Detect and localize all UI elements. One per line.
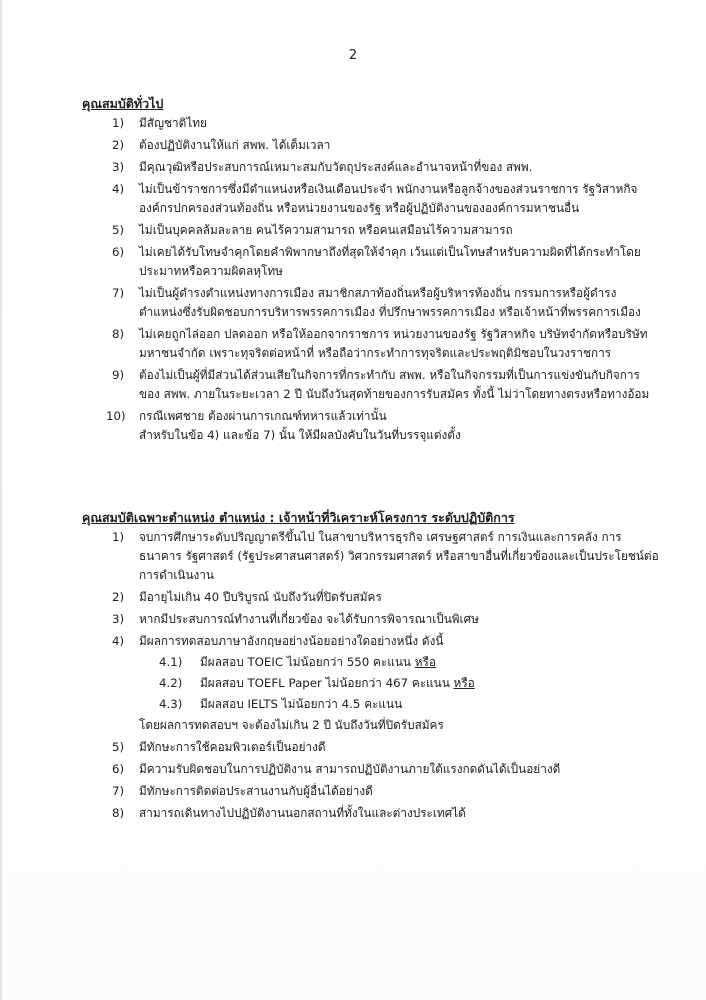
item-text: ไม่เป็นข้าราชการซึ่งมีตำแหน่งหรือเงินเดือนประจำ พนักงานหรือลูกจ้างของส่วนราชการ รัฐวิสาหกิจ องค์กรปกครองส่วนท้องถิ่น หรือหน่วยงานของรัฐ หรือผู้ปฏิบัติงานขององค์การมหาชนอื่น xyxy=(139,182,638,215)
item-number: 4) xyxy=(112,182,125,196)
item-number: 8) xyxy=(112,806,125,820)
item-number: 1) xyxy=(112,530,125,544)
item-text: ต้องไม่เป็นผู้ที่มีส่วนได้ส่วนเสียในกิจการที่กระทำกับ สพพ. หรือในกิจกรรมที่เป็นการแข่งขันกับกิจการของ สพพ. ภายในระยะเวลา 2 ปี นับถึงวันสุดท้ายของการรับสมัคร ทั้งนี้ ไม่ว่าโดยทางตรงหรือทางอ้อม xyxy=(139,368,650,401)
english-test-item xyxy=(139,653,659,672)
item-number: 5) xyxy=(112,740,125,754)
item-text: ไม่เป็นผู้ดำรงตำแหน่งทางการเมือง สมาชิกสภาท้องถิ่นหรือผู้บริหารท้องถิ่น กรรมการหรือผู้ดำรงตำแหน่งซึ่งรับผิดชอบการบริหารพรรคการเมือง ที่ปรึกษาพรรคการเมือง หรือเจ้าหน้าที่พรรคการเมือง xyxy=(139,286,641,319)
item-text: ไม่เป็นบุคคลล้มละลาย คนไร้ความสามารถ หรือคนเสมือนไร้ความสามารถ xyxy=(139,223,513,237)
list-item xyxy=(0,114,706,133)
item-note: สำหรับในข้อ 4) และข้อ 7) นั้น ให้มีผลบังคับในวันที่บรรจุแต่งตั้ง xyxy=(139,428,461,442)
test-requirement: มีผลสอบ TOEIC ไม่น้อยกว่า 550 คะแนน xyxy=(200,655,411,669)
general-qualifications-heading: คุณสมบัติทั่วไป xyxy=(82,96,164,111)
sub-item-text xyxy=(200,674,475,693)
item-text-main: มีผลการทดสอบภาษาอังกฤษอย่างน้อยอย่างใดอย่างหนึ่ง ดังนี้ xyxy=(139,634,444,648)
item-text: ไม่เคยถูกไล่ออก ปลดออก หรือให้ออกจากราชการ หน่วยงานของรัฐ รัฐวิสาหกิจ บริษัทจำกัดหรือบริษัทมหาชนจำกัด เพราะทุจริตต่อหน้าที่ หรือถือว่ากระทำการทุจริตและประพฤติมิชอบในวงราชการ xyxy=(139,327,648,360)
sub-item-number: 4.3) xyxy=(159,697,183,711)
or-connector: หรือ xyxy=(453,676,475,690)
item-text: มีสัญชาติไทย xyxy=(139,116,207,130)
item-number: 4) xyxy=(112,634,125,648)
item-number: 2) xyxy=(112,138,125,152)
list-item xyxy=(0,760,706,779)
list-item xyxy=(0,738,706,757)
item-text: สามารถเดินทางไปปฏิบัติงานนอกสถานที่ทั้งในและต่างประเทศได้ xyxy=(139,806,466,820)
item-text: มีความรับผิดชอบในการปฏิบัติงาน สามารถปฏิบัติงานภายใต้แรงกดดันได้เป็นอย่างดี xyxy=(139,762,561,776)
english-test-item xyxy=(139,695,659,714)
list-item xyxy=(0,325,706,363)
item-text: จบการศึกษาระดับปริญญาตรีขึ้นไป ในสาขาบริหารธุรกิจ เศรษฐศาสตร์ การเงินและการคลัง การธนาคาร รัฐศาสตร์ (รัฐประศาสนศาสตร์) วิศวกรรมศาสตร์ หรือสาขาอื่นที่เกี่ยวข้องและเป็นประโยชน์ต่อการดำเนินงาน xyxy=(139,530,659,582)
test-requirement: มีผลสอบ IELTS ไม่น้อยกว่า 4.5 คะแนน xyxy=(200,697,403,711)
specific-qualifications-list xyxy=(0,528,706,826)
item-number: 9) xyxy=(112,368,125,382)
item-number: 3) xyxy=(112,612,125,626)
item-text: ต้องปฏิบัติงานให้แก่ สพพ. ได้เต็มเวลา xyxy=(139,138,331,152)
item-number: 5) xyxy=(112,223,125,237)
item-text: ไม่เคยได้รับโทษจำคุกโดยคำพิพากษาถึงที่สุดให้จำคุก เว้นแต่เป็นโทษสำหรับความผิดที่ได้กระทำโดยประมาทหรือความผิดลหุโทษ xyxy=(139,245,641,278)
item-text-main: กรณีเพศชาย ต้องผ่านการเกณฑ์ทหารแล้วเท่านั้น xyxy=(139,409,387,423)
item-number: 7) xyxy=(112,784,125,798)
list-item xyxy=(0,158,706,177)
item-text: มีอายุไม่เกิน 40 ปีบริบูรณ์ นับถึงวันที่ปิดรับสมัคร xyxy=(139,590,382,604)
list-item xyxy=(0,136,706,155)
list-item xyxy=(0,180,706,218)
list-item xyxy=(0,632,706,735)
list-item xyxy=(0,366,706,404)
sub-item-text xyxy=(200,695,402,714)
item-text: มีคุณวุฒิหรือประสบการณ์เหมาะสมกับวัตถุประสงค์และอำนาจหน้าที่ของ สพพ. xyxy=(139,160,533,174)
item-text xyxy=(139,632,659,735)
list-item xyxy=(0,284,706,322)
item-number: 1) xyxy=(112,116,125,130)
item-text xyxy=(139,407,659,445)
item-text: หากมีประสบการณ์ทำงานที่เกี่ยวข้อง จะได้รับการพิจารณาเป็นพิเศษ xyxy=(139,612,479,626)
sub-item-number: 4.1) xyxy=(159,655,183,669)
list-item xyxy=(0,782,706,801)
english-test-list xyxy=(139,653,659,714)
list-item xyxy=(0,804,706,823)
list-item xyxy=(0,528,706,585)
item-number: 3) xyxy=(112,160,125,174)
test-requirement: มีผลสอบ TOEFL Paper ไม่น้อยกว่า 467 คะแนน xyxy=(200,676,450,690)
specific-qualifications-heading: คุณสมบัติเฉพาะตำแหน่ง ตำแหน่ง : เจ้าหน้าที่วิเคราะห์โครงการ ระดับปฏิบัติการ xyxy=(82,510,515,525)
list-item xyxy=(0,221,706,240)
english-test-item xyxy=(139,674,659,693)
list-item xyxy=(0,588,706,607)
general-qualifications-list xyxy=(0,114,706,448)
page-number: 2 xyxy=(348,48,358,63)
item-number: 6) xyxy=(112,762,125,776)
item-number: 6) xyxy=(112,245,125,259)
item-number: 7) xyxy=(112,286,125,300)
item-number: 8) xyxy=(112,327,125,341)
list-item xyxy=(0,243,706,281)
item-number: 2) xyxy=(112,590,125,604)
sub-item-text xyxy=(200,653,436,672)
sub-item-number: 4.2) xyxy=(159,676,183,690)
item-number: 10) xyxy=(106,409,126,423)
item-text: มีทักษะการใช้คอมพิวเตอร์เป็นอย่างดี xyxy=(139,740,326,754)
item-text: มีทักษะการติดต่อประสานงานกับผู้อื่นได้อย่างดี xyxy=(139,784,373,798)
or-connector: หรือ xyxy=(414,655,436,669)
english-test-note: โดยผลการทดสอบฯ จะต้องไม่เกิน 2 ปี นับถึงวันที่ปิดรับสมัคร xyxy=(139,718,444,732)
list-item xyxy=(0,610,706,629)
list-item xyxy=(0,407,706,445)
